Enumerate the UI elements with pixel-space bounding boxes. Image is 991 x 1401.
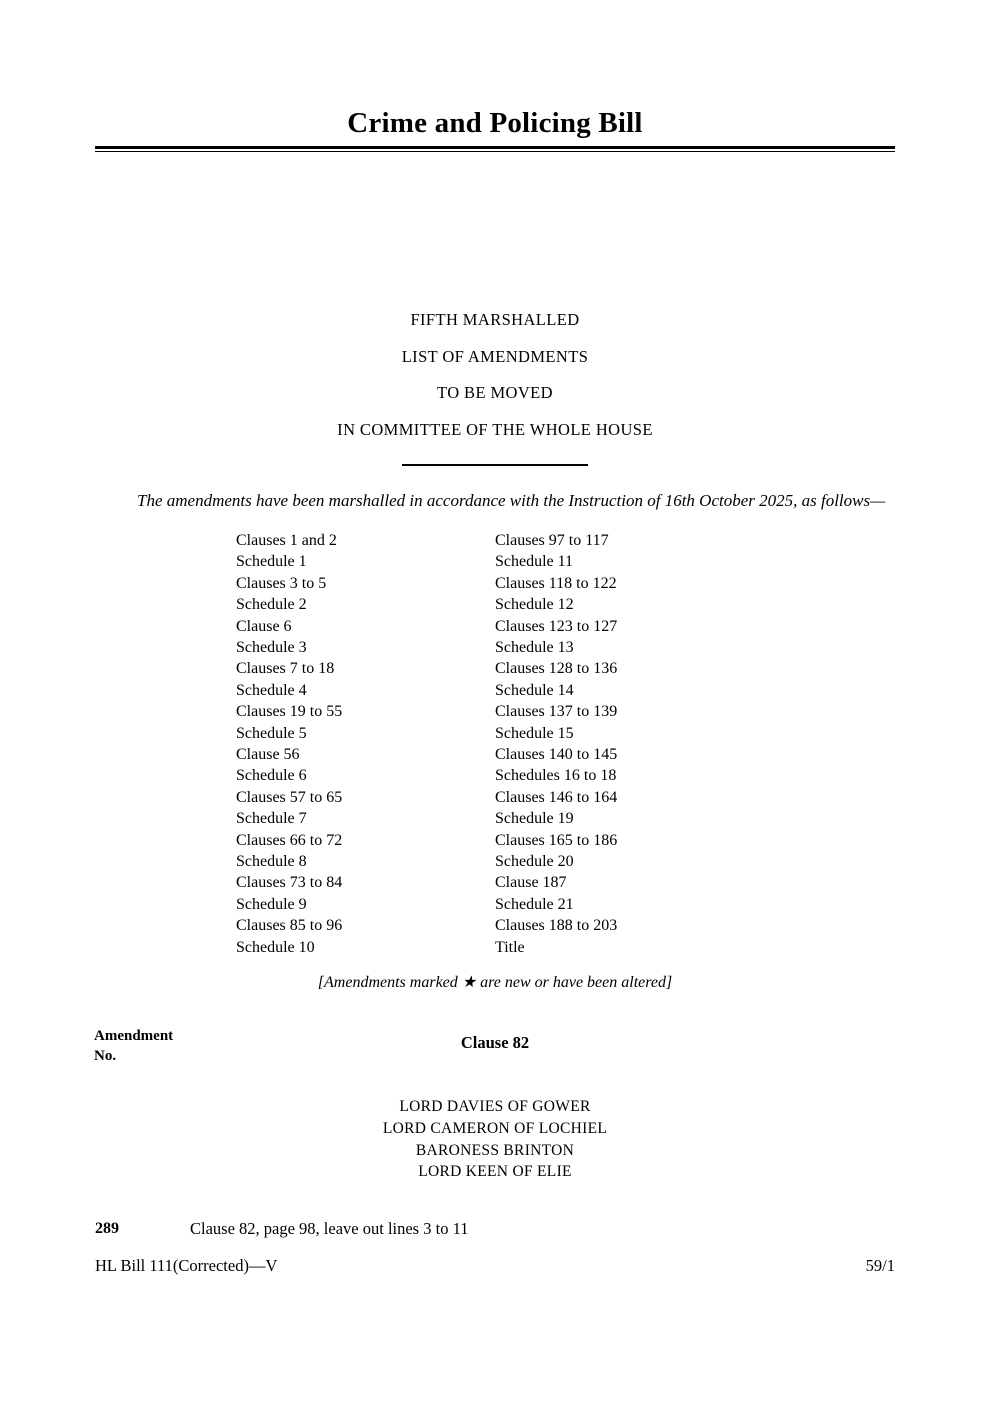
sponsor-name: LORD DAVIES OF GOWER [399, 1098, 591, 1115]
marshalling-item: Schedule 4 [236, 681, 307, 699]
amendment-text: Clause 82, page 98, leave out lines 3 to 11 [190, 1219, 469, 1239]
marshalling-item: Clauses 66 to 72 [236, 831, 343, 849]
marshalling-item: Clauses 7 to 18 [236, 660, 335, 678]
amendment-section-header [94, 1028, 895, 1074]
section-divider-rule [402, 464, 588, 466]
marshalling-left-column [236, 530, 495, 958]
marshalling-item: Schedule 1 [236, 553, 307, 571]
marshalling-item: Schedule 2 [236, 596, 307, 614]
sponsor-name: BARONESS BRINTON [415, 1141, 575, 1159]
marshalling-item: Clauses 97 to 117 [495, 531, 609, 549]
marshalling-item: Clauses 165 to 186 [495, 831, 618, 849]
sponsor-name: LORD KEEN OF ELIE [418, 1163, 572, 1181]
footer-bill-reference: HL Bill 111(Corrected)—V [95, 1256, 278, 1276]
marshalling-item: Schedule 9 [236, 895, 307, 913]
marshalling-item: Clauses 19 to 55 [236, 703, 343, 721]
page-footer [95, 1255, 895, 1277]
marshalling-item: Schedule 10 [236, 938, 315, 956]
sponsor-name: LORD CAMERON OF LOCHIEL [382, 1119, 608, 1137]
marshalling-item: Clauses 128 to 136 [495, 660, 618, 678]
marshalling-item: Schedule 5 [236, 724, 307, 742]
amendment-no-label-line2: No. [94, 1047, 117, 1064]
marshalling-item: Clauses 137 to 139 [495, 703, 618, 721]
marshalling-item: Schedule 8 [236, 852, 307, 870]
star-note: [Amendments marked ★ are new or have been altered] [317, 974, 673, 991]
marshalling-item: Schedules 16 to 18 [495, 767, 617, 785]
marshalling-item: Schedule 21 [495, 895, 574, 913]
marshalling-item: Clause 56 [236, 745, 300, 763]
amendment-no-column-label [94, 1027, 173, 1066]
heading-list-of-amendments: LIST OF AMENDMENTS [401, 346, 589, 366]
instruction-note: The amendments have been marshalled in accordance with the Instruction of 16th October 2025, as follows— [137, 491, 886, 511]
marshalling-item: Schedule 15 [495, 724, 574, 742]
marshalling-item: Schedule 20 [495, 852, 574, 870]
marshalled-list-headings [95, 302, 895, 448]
marshalling-item: Clause 187 [495, 874, 567, 892]
marshalling-item: Schedule 6 [236, 767, 307, 785]
amendment-number: 289 [95, 1220, 119, 1238]
marshalling-item: Schedule 13 [495, 638, 574, 656]
marshalling-item: Schedule 7 [236, 810, 307, 828]
marshalling-item: Schedule 3 [236, 638, 307, 656]
heading-to-be-moved: TO BE MOVED [437, 383, 553, 403]
marshalling-order [95, 530, 895, 958]
marshalling-item: Schedule 11 [495, 553, 574, 571]
marshalling-right-column [495, 530, 617, 958]
heading-committee: IN COMMITTEE OF THE WHOLE HOUSE [337, 419, 653, 439]
footer-page-reference: 59/1 [865, 1256, 895, 1276]
marshalling-item: Clauses 1 and 2 [236, 531, 337, 549]
marshalling-item: Clauses 57 to 65 [236, 788, 343, 806]
marshalling-item: Schedule 12 [495, 596, 574, 614]
marshalling-item: Clauses 118 to 122 [495, 574, 617, 592]
heading-fifth-marshalled: FIFTH MARSHALLED [410, 310, 580, 329]
marshalling-item: Title [495, 938, 525, 956]
amendment-no-label-line1: Amendment [94, 1028, 174, 1044]
marshalling-item: Schedule 14 [495, 681, 574, 699]
marshalling-item: Clauses 146 to 164 [495, 788, 618, 806]
title-double-rule [95, 146, 895, 152]
marshalling-item: Clauses 3 to 5 [236, 574, 327, 592]
clause-heading: Clause 82 [460, 1033, 530, 1052]
marshalling-item: Clauses 123 to 127 [495, 617, 618, 635]
marshalling-item: Clauses 140 to 145 [495, 745, 618, 763]
amendment-sponsors [95, 1096, 895, 1183]
marshalling-item: Clauses 188 to 203 [495, 917, 618, 935]
marshalling-item: Clauses 73 to 84 [236, 874, 343, 892]
bill-title: Crime and Policing Bill [347, 107, 643, 139]
marshalling-item: Clauses 85 to 96 [236, 917, 343, 935]
marshalling-item: Schedule 19 [495, 810, 574, 828]
amendment-entry [95, 1218, 895, 1240]
marshalling-item: Clause 6 [236, 617, 292, 635]
